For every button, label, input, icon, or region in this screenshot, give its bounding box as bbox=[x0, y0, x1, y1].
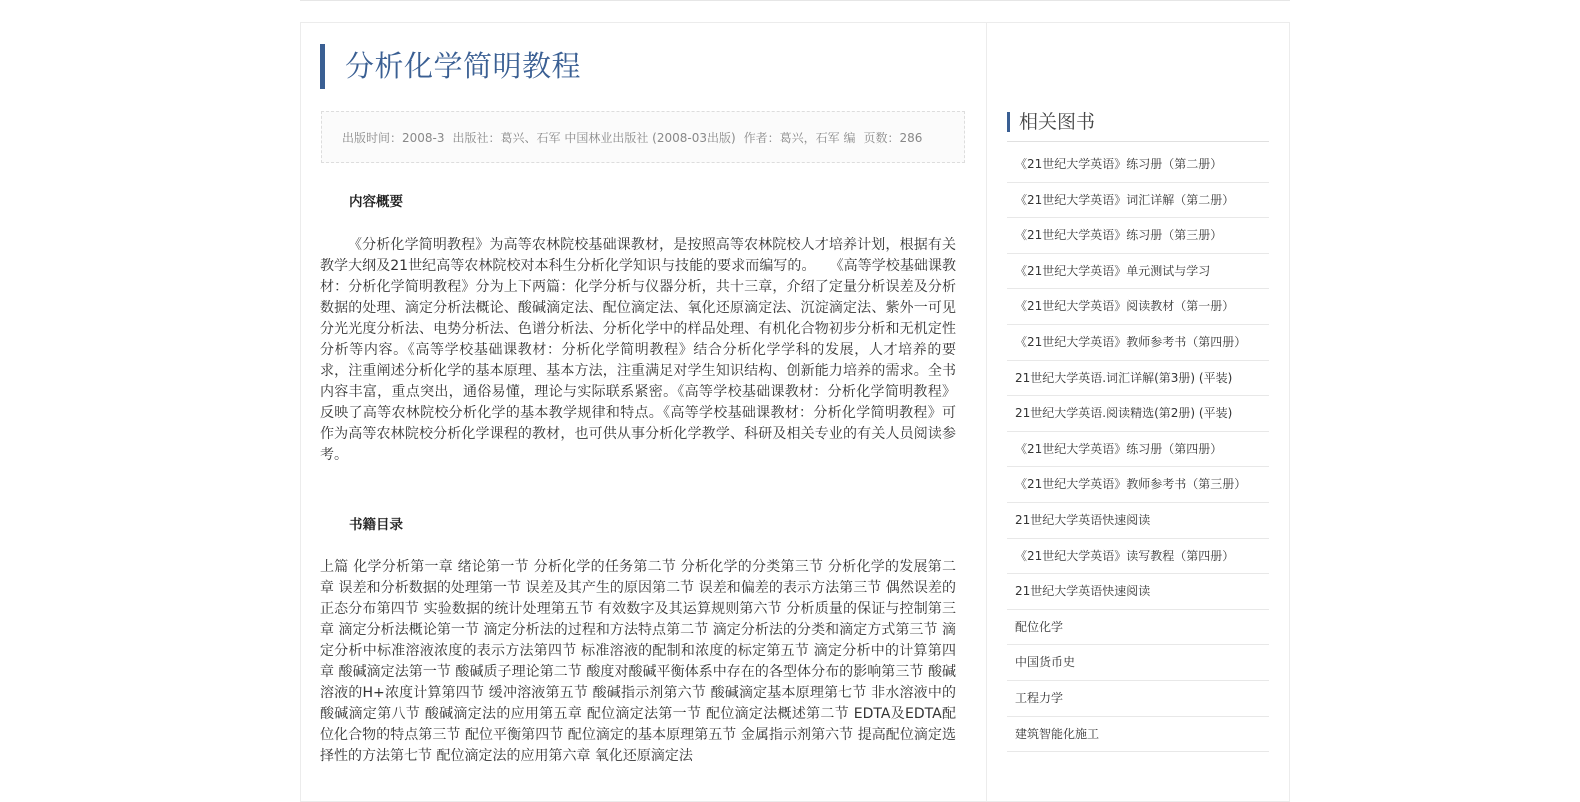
author: 作者：葛兴，石军 编 bbox=[743, 131, 856, 145]
related-book-link[interactable]: 《21世纪大学英语》单元测试与学习 bbox=[1007, 254, 1269, 290]
related-book-link[interactable]: 《21世纪大学英语》读写教程（第四册） bbox=[1007, 539, 1269, 575]
book-meta bbox=[321, 111, 965, 163]
related-book-link[interactable]: 《21世纪大学英语》教师参考书（第四册） bbox=[1007, 325, 1269, 361]
related-book-link[interactable]: 《21世纪大学英语》练习册（第三册） bbox=[1007, 218, 1269, 254]
related-book-link[interactable]: 配位化学 bbox=[1007, 610, 1269, 646]
related-book-link[interactable]: 《21世纪大学英语》练习册（第二册） bbox=[1007, 147, 1269, 183]
publisher: 出版社：葛兴、石军 中国林业出版社 (2008-03出版) bbox=[452, 131, 736, 145]
related-book-link[interactable]: 21世纪大学英语.阅读精选(第2册) (平装) bbox=[1007, 396, 1269, 432]
contents-heading: 书籍目录 bbox=[349, 517, 403, 533]
summary-text: 《分析化学简明教程》为高等农林院校基础课教材，是按照高等农林院校人才培养计划，根据有关教学大纲及21世纪高等农林院校对本科生分析化学知识与技能的要求而编写的。 《高等学校基础课教材：分析化学简明教程》分为上下两篇：化学分析与仪器分析，共十三章，介绍了定量分析误差及分析数据的处理、滴定分析法概论、酸碱滴定法、配位滴定法、氧化还原滴定法、沉淀滴定法、紫外一可见分光光度分析法、电势分析法、色谱分析法、分析化学中的样品处理、有机化合物初步分析和无机定性分析等内容。《高等学校基础课教材：分析化学简明教程》结合分析化学学科的发展，人才培养的要求，注重阐述分析化学的基本原理、基本方法，注重满足对学生知识结构、创新能力培养的需求。全书内容丰富，重点突出，通俗易懂，理论与实际联系紧密。《高等学校基础课教材：分析化学简明教程》反映了高等农林院校分析化学的基本教学规律和特点。《高等学校基础课教材：分析化学简明教程》可作为高等农林院校分析化学课程的教材，也可供从事分析化学教学、科研及相关专业的有关人员阅读参考。 bbox=[320, 237, 956, 463]
related-book-link[interactable]: 中国货币史 bbox=[1007, 645, 1269, 681]
related-books-list bbox=[1007, 147, 1269, 752]
related-book-link[interactable]: 21世纪大学英语快速阅读 bbox=[1007, 503, 1269, 539]
related-book-link[interactable]: 21世纪大学英语快速阅读 bbox=[1007, 574, 1269, 610]
related-book-link[interactable]: 21世纪大学英语.词汇详解(第3册) (平装) bbox=[1007, 361, 1269, 397]
contents-text: 上篇 化学分析第一章 绪论第一节 分析化学的任务第二节 分析化学的分类第三节 分析化学的发展第二章 误差和分析数据的处理第一节 误差及其产生的原因第二节 误差和偏差的表示方法第三节 偶然误差的正态分布第四节 实验数据的统计处理第五节 有效数字及其运算规则第六节 分析质量的保证与控制第三章 滴定分析法概论第一节 滴定分析法的过程和方法特点第二节 滴定分析法的分类和滴定方式第三节 滴定分析中标准溶液浓度的表示方法第四节 标准溶液的配制和浓度的标定第五节 滴定分析中的计算第四章 酸碱滴定法第一节 酸碱质子理论第二节 酸度对酸碱平衡体系中存在的各型体分布的影响第三节 酸碱溶液的H+浓度计算第四节 缓冲溶液第五节 酸碱指示剂第六节 酸碱滴定基本原理第七节 非水溶液中的酸碱滴定第八节 酸碱滴定法的应用第五章 配位滴定法第一节 配位滴定法概述第二节 EDTA及EDTA配位化合物的特点第三节 配位平衡第四节 配位滴定的基本原理第五节 金属指示剂第六节 提高配位滴定选择性的方法第七节 配位滴定法的应用第六章 氧化还原滴定法 bbox=[320, 559, 956, 764]
publish-time: 出版时间：2008-3 bbox=[342, 131, 445, 145]
summary-heading: 内容概要 bbox=[349, 194, 403, 210]
page-container bbox=[300, 22, 1290, 802]
related-book-link[interactable]: 建筑智能化施工 bbox=[1007, 717, 1269, 753]
title-block bbox=[320, 44, 581, 89]
page-count: 页数：286 bbox=[863, 131, 923, 145]
sidebar-header bbox=[1007, 110, 1269, 142]
related-book-link[interactable]: 《21世纪大学英语》词汇详解（第二册） bbox=[1007, 183, 1269, 219]
related-book-link[interactable]: 工程力学 bbox=[1007, 681, 1269, 717]
sidebar-header-accent bbox=[1007, 112, 1010, 132]
page-title: 分析化学简明教程 bbox=[345, 49, 582, 83]
main-content bbox=[301, 23, 987, 801]
related-book-link[interactable]: 《21世纪大学英语》练习册（第四册） bbox=[1007, 432, 1269, 468]
related-book-link[interactable]: 《21世纪大学英语》教师参考书（第三册） bbox=[1007, 467, 1269, 503]
top-divider bbox=[300, 0, 1290, 1]
sidebar bbox=[987, 23, 1289, 801]
sidebar-title: 相关图书 bbox=[1019, 111, 1096, 133]
related-book-link[interactable]: 《21世纪大学英语》阅读教材（第一册） bbox=[1007, 289, 1269, 325]
